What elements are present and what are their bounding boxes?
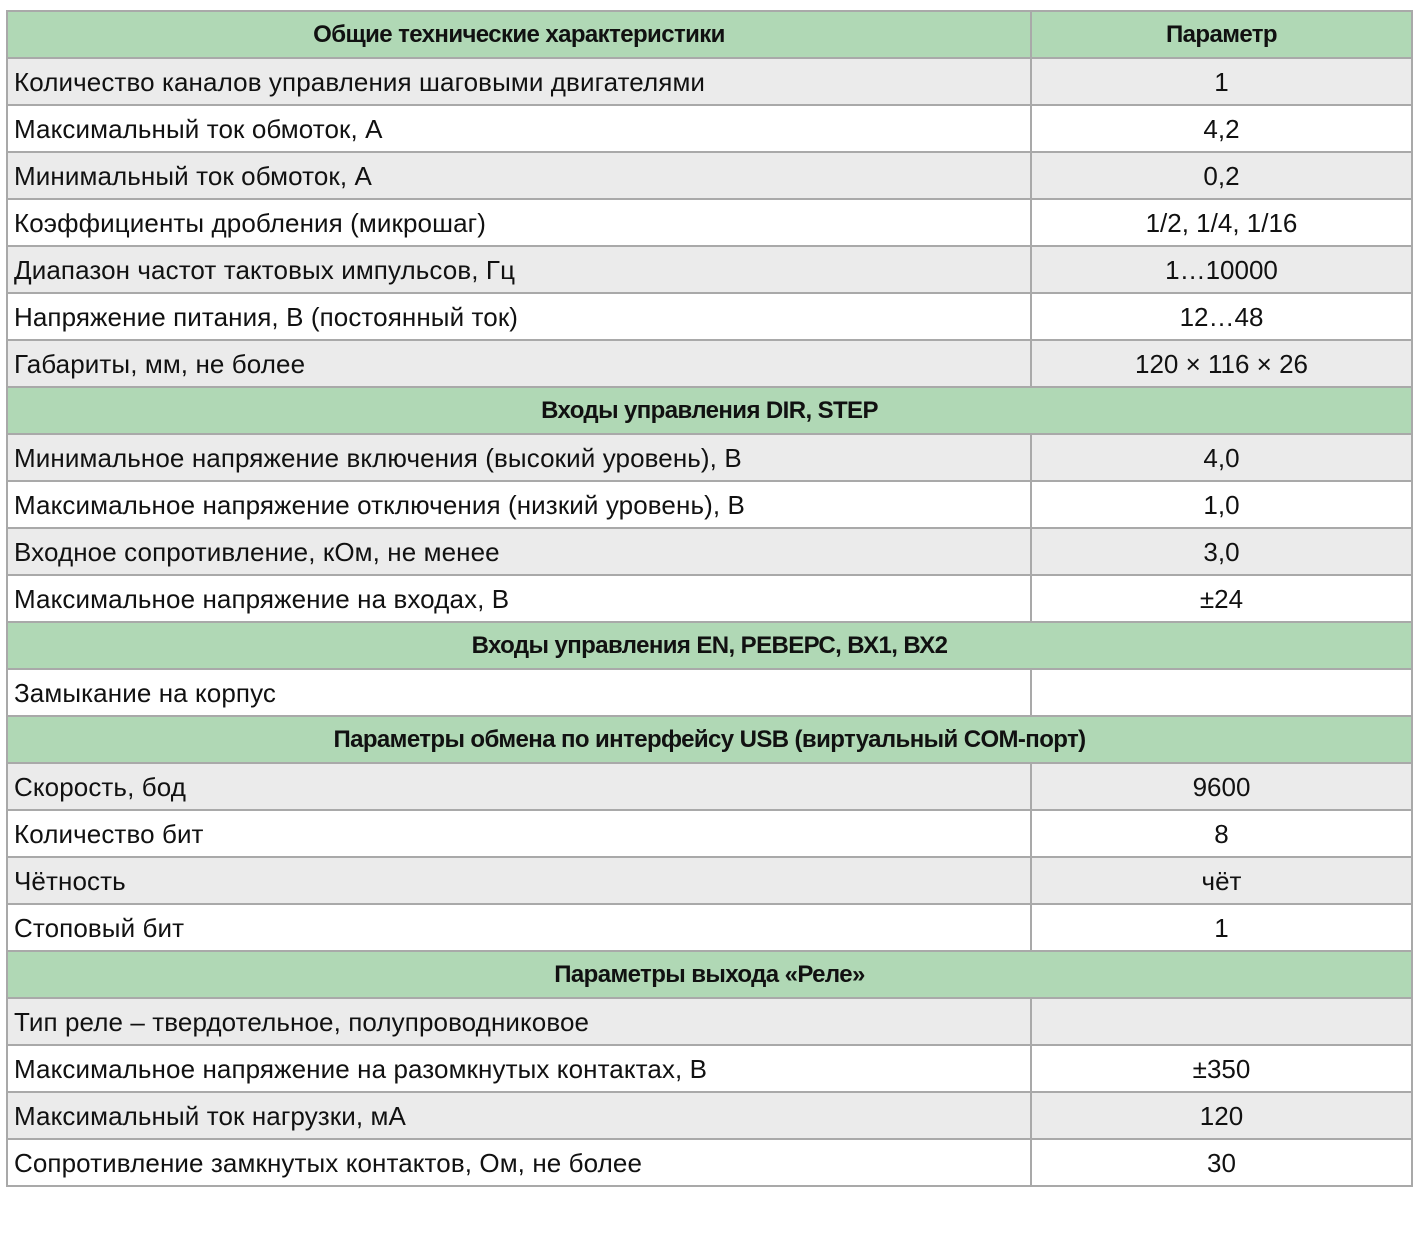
row-name: Максимальный ток обмоток, А [7,105,1031,152]
row-value: чёт [1031,857,1412,904]
row-value: 12…48 [1031,293,1412,340]
section-header-row [7,951,1412,998]
table-row [7,105,1412,152]
table-row [7,763,1412,810]
row-value: 1…10000 [1031,246,1412,293]
table-row [7,857,1412,904]
row-name: Тип реле – твердотельное, полупроводниковое [7,998,1031,1045]
row-name: Максимальное напряжение на разомкнутых контактах, В [7,1045,1031,1092]
row-name: Количество каналов управления шаговыми двигателями [7,58,1031,105]
section-title: Параметры выхода «Реле» [7,951,1412,998]
row-value: 4,2 [1031,105,1412,152]
row-value: ±350 [1031,1045,1412,1092]
row-name: Габариты, мм, не более [7,340,1031,387]
row-name: Скорость, бод [7,763,1031,810]
table-row [7,669,1412,716]
row-name: Максимальное напряжение отключения (низкий уровень), В [7,481,1031,528]
table-row [7,1045,1412,1092]
table-row [7,199,1412,246]
row-value: 3,0 [1031,528,1412,575]
row-value: 0,2 [1031,152,1412,199]
row-name: Максимальное напряжение на входах, В [7,575,1031,622]
row-name: Количество бит [7,810,1031,857]
row-value: 4,0 [1031,434,1412,481]
table-row [7,998,1412,1045]
row-value: 1 [1031,58,1412,105]
row-value: ±24 [1031,575,1412,622]
row-value [1031,998,1412,1045]
row-name: Максимальный ток нагрузки, мА [7,1092,1031,1139]
section-header-row [7,622,1412,669]
row-name: Входное сопротивление, кОм, не менее [7,528,1031,575]
row-value: 1 [1031,904,1412,951]
row-value: 120 × 116 × 26 [1031,340,1412,387]
section-title: Входы управления EN, РЕВЕРС, ВХ1, ВХ2 [7,622,1412,669]
table-row [7,1092,1412,1139]
table-row [7,904,1412,951]
row-value: 1,0 [1031,481,1412,528]
table-row [7,481,1412,528]
table-row [7,58,1412,105]
section-header-row [7,716,1412,763]
row-name: Стоповый бит [7,904,1031,951]
row-name: Минимальный ток обмоток, А [7,152,1031,199]
row-name: Минимальное напряжение включения (высокий уровень), В [7,434,1031,481]
table-header-row [7,11,1412,58]
row-name: Коэффициенты дробления (микрошаг) [7,199,1031,246]
row-name: Диапазон частот тактовых импульсов, Гц [7,246,1031,293]
row-value [1031,669,1412,716]
row-value: 120 [1031,1092,1412,1139]
row-value: 9600 [1031,763,1412,810]
table-row [7,528,1412,575]
row-name: Напряжение питания, В (постоянный ток) [7,293,1031,340]
section-header-row [7,387,1412,434]
table-row [7,340,1412,387]
row-name: Замыкание на корпус [7,669,1031,716]
row-value: 30 [1031,1139,1412,1186]
table-row [7,810,1412,857]
row-name: Чётность [7,857,1031,904]
table-row [7,434,1412,481]
table-row [7,575,1412,622]
header-characteristics: Общие технические характеристики [7,11,1031,58]
table-row [7,246,1412,293]
table-row [7,152,1412,199]
table-row [7,1139,1412,1186]
spec-table [6,10,1413,1187]
header-parameter: Параметр [1031,11,1412,58]
row-value: 1/2, 1/4, 1/16 [1031,199,1412,246]
table-row [7,293,1412,340]
section-title: Входы управления DIR, STEP [7,387,1412,434]
row-value: 8 [1031,810,1412,857]
section-title: Параметры обмена по интерфейсу USB (виртуальный COM-порт) [7,716,1412,763]
row-name: Сопротивление замкнутых контактов, Ом, не более [7,1139,1031,1186]
